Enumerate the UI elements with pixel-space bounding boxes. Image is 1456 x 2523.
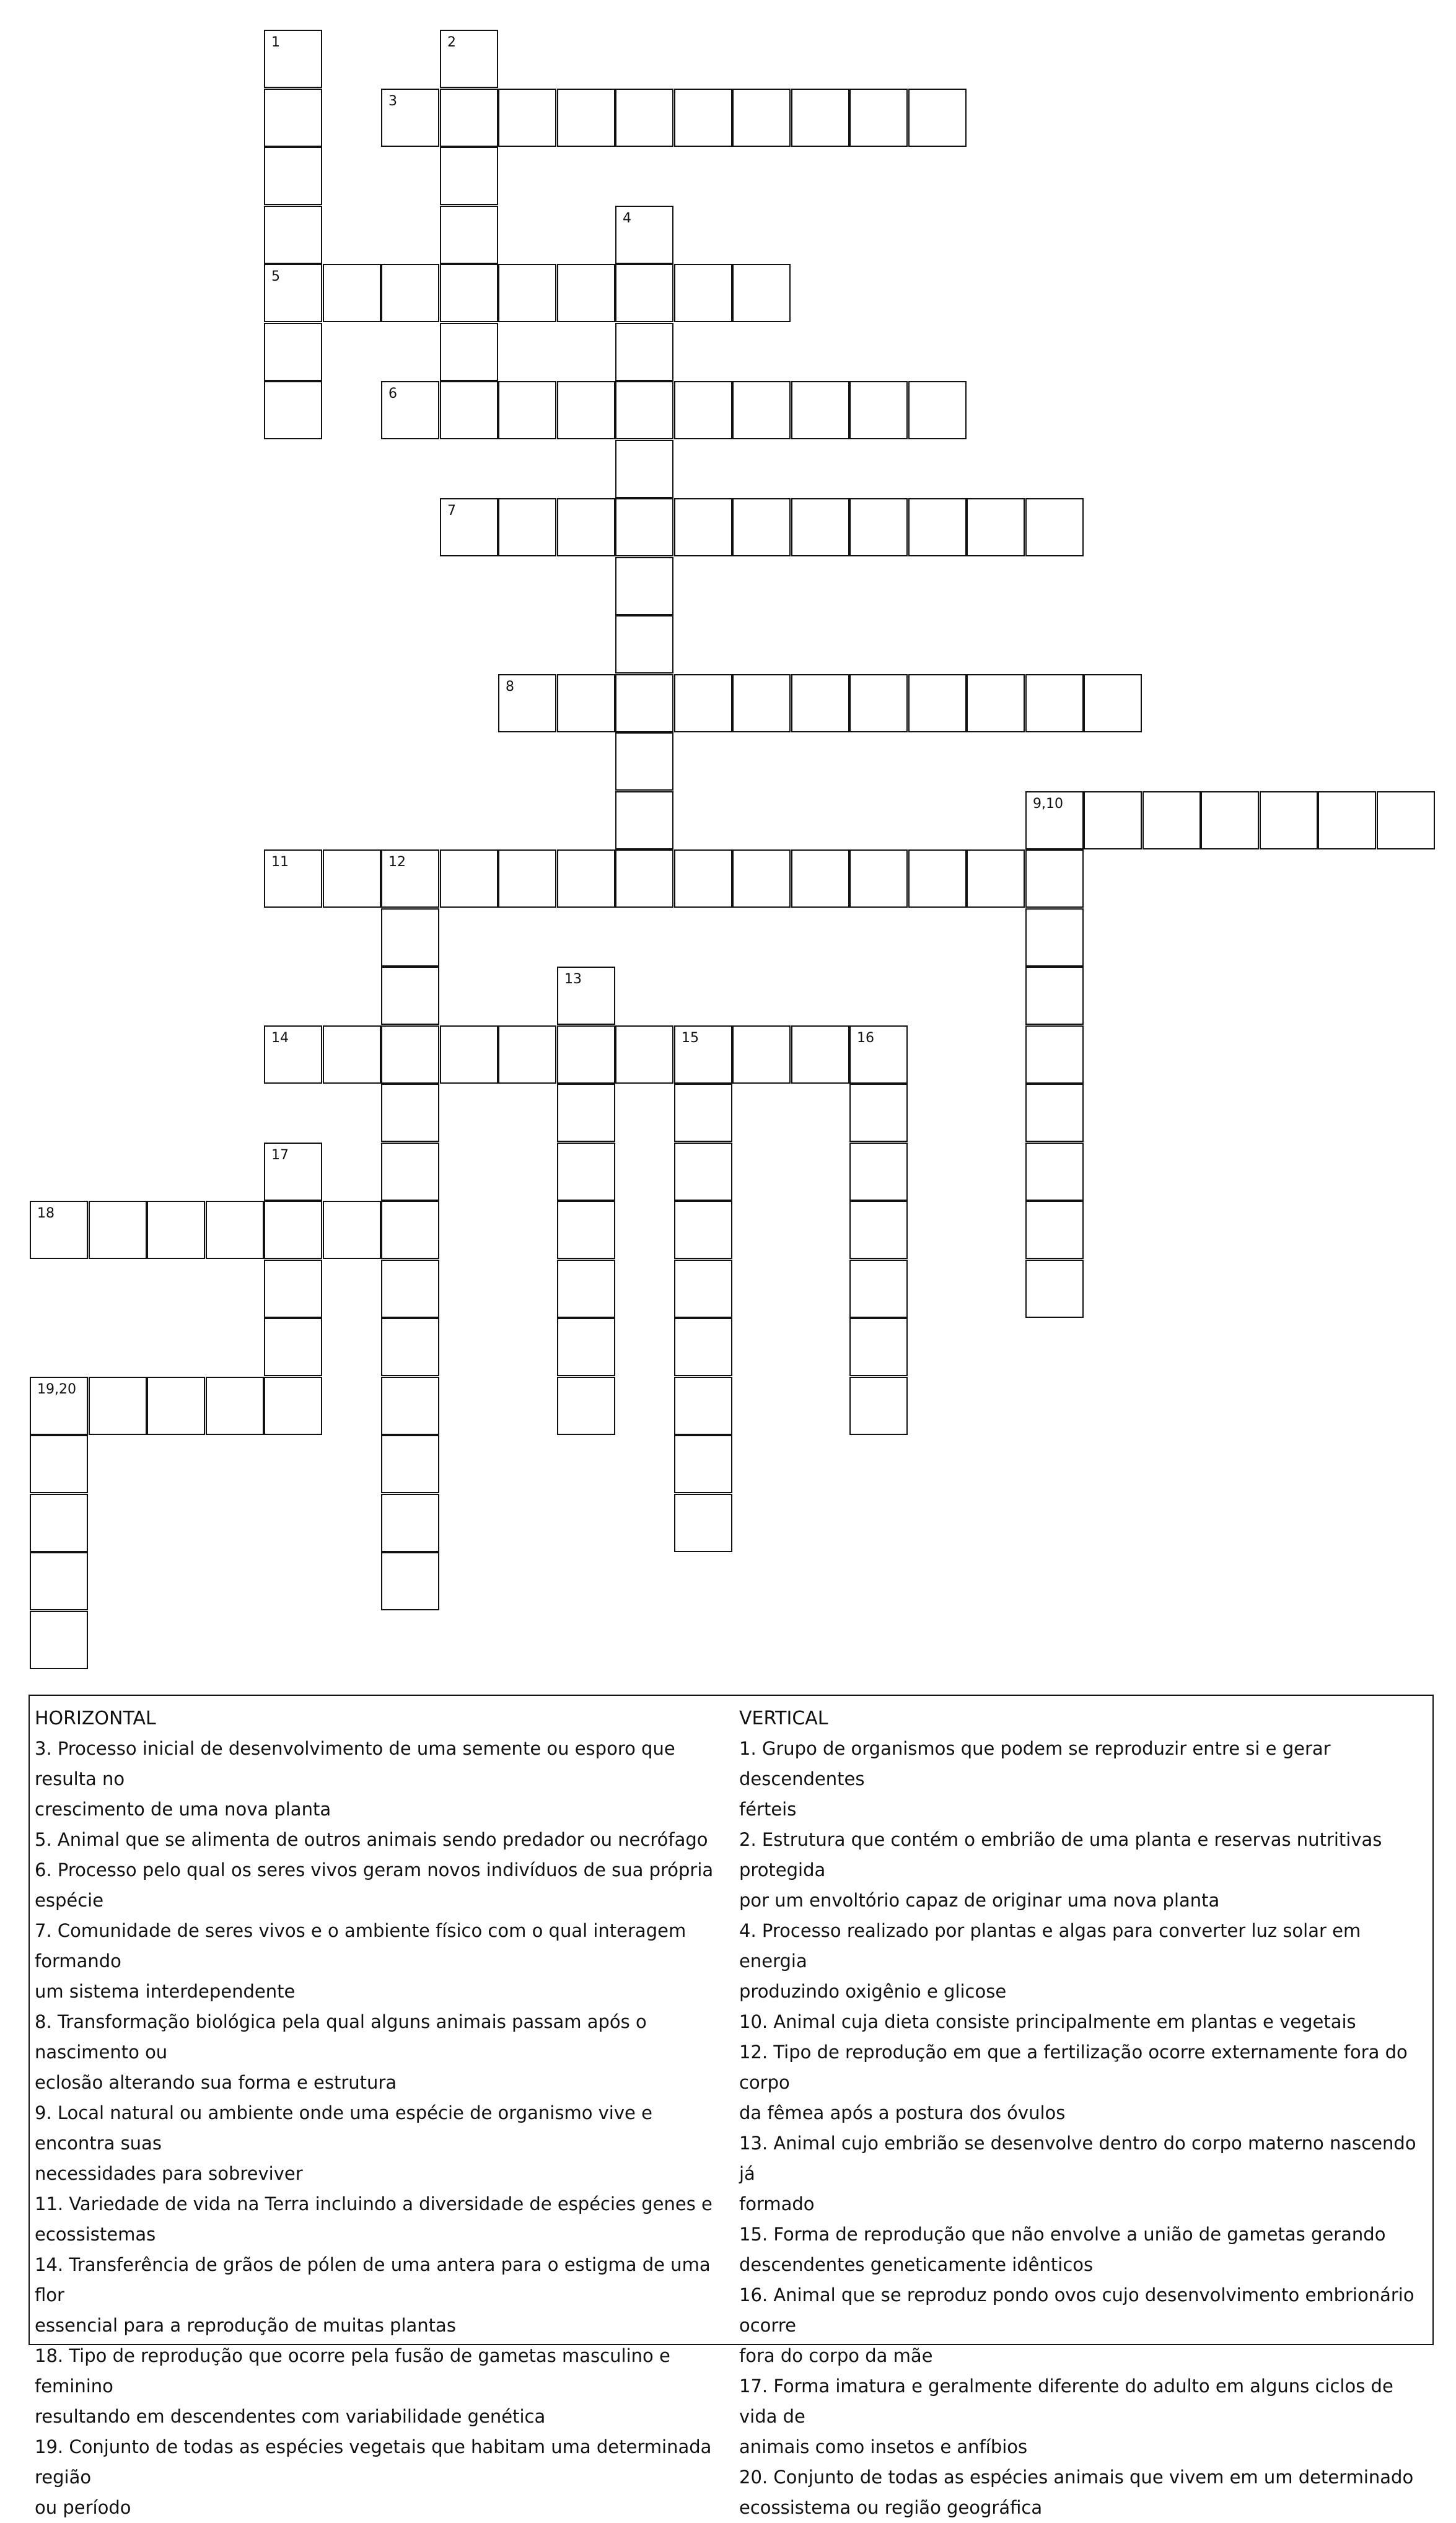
clue-line: descendentes geneticamente idênticos — [739, 2254, 1094, 2275]
crossword-cell[interactable] — [147, 1201, 205, 1259]
clue-line: 20. Conjunto de todas as espécies animais que vivem em um determinado — [739, 2467, 1414, 2488]
crossword-cell[interactable] — [791, 89, 849, 147]
clue-number: 12 — [388, 854, 406, 870]
crossword-cell[interactable] — [557, 1260, 615, 1318]
crossword-cell[interactable] — [732, 849, 791, 908]
clue-number: 11 — [271, 854, 289, 870]
crossword-cell[interactable] — [557, 1377, 615, 1435]
crossword-cell[interactable] — [557, 89, 615, 147]
crossword-cell[interactable] — [440, 30, 498, 88]
clue-number: 2 — [447, 35, 456, 50]
crossword-cell[interactable] — [381, 1318, 439, 1376]
clue-number: 18 — [37, 1206, 55, 1221]
crossword-cell[interactable] — [1025, 674, 1084, 732]
clue-line: fora do corpo da mãe — [739, 2345, 933, 2366]
clue-line: formado — [739, 2193, 815, 2214]
crossword-cell[interactable] — [908, 849, 967, 908]
crossword-cell[interactable] — [30, 1377, 88, 1435]
crossword-cell[interactable] — [557, 849, 615, 908]
crossword-cell[interactable] — [323, 264, 381, 322]
crossword-cell[interactable] — [849, 1201, 908, 1259]
crossword-cell[interactable] — [440, 1025, 498, 1084]
crossword-cell[interactable] — [30, 1611, 88, 1669]
clue-number: 6 — [388, 386, 397, 401]
clue-number: 16 — [857, 1030, 874, 1046]
clue-line: 12. Tipo de reprodução em que a fertilização ocorre externamente fora do corpo — [739, 2042, 1408, 2093]
crossword-cell[interactable] — [557, 1201, 615, 1259]
crossword-cell[interactable] — [1025, 967, 1084, 1025]
crossword-cell[interactable] — [615, 440, 673, 498]
clue-line: 11. Variedade de vida na Terra incluindo a diversidade de espécies genes e — [35, 2193, 713, 2214]
crossword-cell[interactable] — [1025, 498, 1084, 556]
crossword-cell[interactable] — [557, 1025, 615, 1084]
crossword-cell[interactable] — [264, 1260, 322, 1318]
crossword-cell[interactable] — [615, 1025, 673, 1084]
clue-line: crescimento de uma nova planta — [35, 1799, 331, 1820]
crossword-cell[interactable] — [615, 849, 673, 908]
crossword-cell[interactable] — [674, 1260, 732, 1318]
crossword-cell[interactable] — [264, 323, 322, 381]
crossword-cell[interactable] — [908, 381, 967, 439]
crossword-cell[interactable] — [791, 381, 849, 439]
crossword-cell[interactable] — [264, 1025, 322, 1084]
clue-line: 1. Grupo de organismos que podem se reproduzir entre si e gerar descendentes — [739, 1738, 1331, 1789]
crossword-cell[interactable] — [557, 381, 615, 439]
crossword-cell[interactable] — [440, 89, 498, 147]
crossword-cell[interactable] — [849, 1260, 908, 1318]
crossword-cell[interactable] — [849, 1025, 908, 1084]
crossword-cell[interactable] — [732, 89, 791, 147]
crossword-cell[interactable] — [615, 557, 673, 615]
crossword-cell[interactable] — [1201, 791, 1259, 849]
clues-box — [29, 1695, 1434, 2518]
clue-line: por um envoltório capaz de originar uma nova planta — [739, 1890, 1220, 1911]
crossword-cell[interactable] — [264, 381, 322, 439]
crossword-cell[interactable] — [615, 89, 673, 147]
horizontal-title: HORIZONTAL — [35, 1708, 156, 1729]
crossword-cell[interactable] — [615, 498, 673, 556]
crossword-cell[interactable] — [1025, 1201, 1084, 1259]
crossword-cell[interactable] — [674, 849, 732, 908]
crossword-cell[interactable] — [264, 206, 322, 264]
vertical-title: VERTICAL — [739, 1708, 828, 1729]
crossword-cell[interactable] — [674, 1377, 732, 1435]
crossword-cell[interactable] — [1025, 908, 1084, 967]
clue-line: necessidades para sobreviver — [35, 2163, 303, 2184]
crossword-cell[interactable] — [674, 1494, 732, 1552]
clue-line: essencial para a reprodução de muitas plantas — [35, 2315, 456, 2336]
crossword-cell[interactable] — [264, 1318, 322, 1376]
clue-line: 13. Animal cujo embrião se desenvolve dentro do corpo materno nascendo já — [739, 2133, 1416, 2184]
crossword-cell[interactable] — [557, 1318, 615, 1376]
crossword-cell[interactable] — [498, 381, 556, 439]
crossword-cell[interactable] — [674, 1084, 732, 1142]
clue-number: 13 — [564, 972, 582, 987]
vertical-clues — [739, 1696, 1430, 2523]
crossword-cell[interactable] — [440, 264, 498, 322]
crossword-cell[interactable] — [30, 1552, 88, 1610]
crossword-cell[interactable] — [791, 1025, 849, 1084]
clue-line: resultando em descendentes com variabilidade genética — [35, 2406, 546, 2427]
crossword-cell[interactable] — [849, 849, 908, 908]
crossword-cell[interactable] — [381, 849, 439, 908]
crossword-cell[interactable] — [147, 1377, 205, 1435]
clue-line: 3. Processo inicial de desenvolvimento de uma semente ou esporo que resulta no — [35, 1738, 675, 1789]
crossword-cell[interactable] — [264, 1143, 322, 1201]
crossword-cell[interactable] — [440, 147, 498, 205]
crossword-cell[interactable] — [381, 1143, 439, 1201]
crossword-cell[interactable] — [381, 1025, 439, 1084]
crossword-cell[interactable] — [1025, 1260, 1084, 1318]
crossword-cell[interactable] — [674, 1143, 732, 1201]
crossword-cell[interactable] — [615, 206, 673, 264]
crossword-cell[interactable] — [849, 674, 908, 732]
crossword-cell[interactable] — [498, 264, 556, 322]
clue-number: 3 — [388, 94, 397, 109]
crossword-cell[interactable] — [615, 381, 673, 439]
clue-line: 16. Animal que se reproduz pondo ovos cujo desenvolvimento embrionário ocorre — [739, 2284, 1414, 2336]
clue-line: 17. Forma imatura e geralmente diferente do adulto em alguns ciclos de vida de — [739, 2376, 1393, 2427]
crossword-cell[interactable] — [264, 264, 322, 322]
crossword-cell[interactable] — [1025, 1143, 1084, 1201]
crossword-cell[interactable] — [440, 206, 498, 264]
horizontal-clues — [35, 1696, 735, 2523]
crossword-cell[interactable] — [967, 674, 1025, 732]
crossword-cell[interactable] — [1084, 674, 1142, 732]
crossword-cell[interactable] — [791, 498, 849, 556]
crossword-cell[interactable] — [791, 674, 849, 732]
clue-number: 14 — [271, 1030, 289, 1046]
crossword-cell[interactable] — [557, 498, 615, 556]
crossword-cell[interactable] — [1318, 791, 1376, 849]
clue-line: 15. Forma de reprodução que não envolve a união de gametas gerando — [739, 2224, 1386, 2245]
clue-line: ou período — [35, 2497, 131, 2518]
crossword-cell[interactable] — [557, 674, 615, 732]
crossword-cell[interactable] — [206, 1377, 264, 1435]
crossword-cell[interactable] — [381, 1552, 439, 1610]
crossword-cell[interactable] — [615, 674, 673, 732]
crossword-cell[interactable] — [440, 849, 498, 908]
clue-line: 5. Animal que se alimenta de outros animais sendo predador ou necrófago — [35, 1829, 708, 1850]
crossword-cell[interactable] — [381, 1084, 439, 1142]
clue-line: 9. Local natural ou ambiente onde uma espécie de organismo vive e encontra suas — [35, 2102, 652, 2154]
crossword-cell[interactable] — [264, 849, 322, 908]
clue-line: ecossistemas — [35, 2224, 156, 2245]
clue-line: da fêmea após a postura dos óvulos — [739, 2102, 1066, 2123]
crossword-cell[interactable] — [264, 1201, 322, 1259]
crossword-cell[interactable] — [440, 381, 498, 439]
crossword-cell[interactable] — [1025, 1025, 1084, 1084]
clue-number: 9,10 — [1033, 796, 1063, 812]
clue-line: férteis — [739, 1799, 797, 1820]
crossword-cell[interactable] — [264, 1377, 322, 1435]
crossword-cell[interactable] — [440, 498, 498, 556]
crossword-cell[interactable] — [1142, 791, 1201, 849]
crossword-cell[interactable] — [264, 30, 322, 88]
clue-line: 10. Animal cuja dieta consiste principalmente em plantas e vegetais — [739, 2011, 1356, 2032]
crossword-cell[interactable] — [791, 849, 849, 908]
crossword-cell[interactable] — [849, 1377, 908, 1435]
crossword-cell[interactable] — [381, 1201, 439, 1259]
clue-number: 4 — [623, 211, 631, 226]
crossword-cell[interactable] — [615, 791, 673, 849]
crossword-cell[interactable] — [30, 1435, 88, 1493]
clue-line: produzindo oxigênio e glicose — [739, 1981, 1007, 2002]
crossword-cell[interactable] — [381, 381, 439, 439]
crossword-cell[interactable] — [498, 89, 556, 147]
clue-line: ecossistema ou região geográfica — [739, 2497, 1043, 2518]
crossword-cell[interactable] — [849, 89, 908, 147]
crossword-cell[interactable] — [381, 264, 439, 322]
crossword-cell[interactable] — [498, 498, 556, 556]
crossword-cell[interactable] — [30, 1201, 88, 1259]
crossword-cell[interactable] — [732, 1025, 791, 1084]
crossword-cell[interactable] — [674, 264, 732, 322]
crossword-cell[interactable] — [849, 1318, 908, 1376]
clue-line: 19. Conjunto de todas as espécies vegetais que habitam uma determinada região — [35, 2436, 712, 2488]
clue-line: um sistema interdependente — [35, 1981, 296, 2002]
crossword-cell[interactable] — [264, 89, 322, 147]
crossword-cell[interactable] — [1260, 791, 1318, 849]
crossword-cell[interactable] — [674, 1435, 732, 1493]
clue-line: 2. Estrutura que contém o embrião de uma planta e reservas nutritivas protegida — [739, 1829, 1382, 1880]
crossword-cell[interactable] — [557, 1084, 615, 1142]
crossword-cell[interactable] — [967, 849, 1025, 908]
crossword-cell[interactable] — [674, 1025, 732, 1084]
crossword-cell[interactable] — [732, 674, 791, 732]
crossword-cell[interactable] — [849, 498, 908, 556]
clue-number: 8 — [506, 679, 514, 695]
crossword-cell[interactable] — [674, 498, 732, 556]
crossword-cell[interactable] — [674, 89, 732, 147]
crossword-cell[interactable] — [323, 1025, 381, 1084]
crossword-cell[interactable] — [908, 498, 967, 556]
crossword-cell[interactable] — [674, 674, 732, 732]
crossword-cell[interactable] — [674, 1201, 732, 1259]
crossword-cell[interactable] — [967, 498, 1025, 556]
crossword-cell[interactable] — [615, 323, 673, 381]
crossword-cell[interactable] — [615, 264, 673, 322]
clue-number: 17 — [271, 1147, 289, 1163]
crossword-cell[interactable] — [557, 1143, 615, 1201]
crossword-cell[interactable] — [498, 1025, 556, 1084]
crossword-cell[interactable] — [206, 1201, 264, 1259]
crossword-cell[interactable] — [264, 147, 322, 205]
crossword-cell[interactable] — [908, 674, 967, 732]
crossword-cell[interactable] — [732, 498, 791, 556]
clue-line: 6. Processo pelo qual os seres vivos geram novos indivíduos de sua própria espécie — [35, 1859, 714, 1911]
clue-number: 19,20 — [37, 1382, 76, 1397]
crossword-cell[interactable] — [381, 89, 439, 147]
crossword-cell[interactable] — [1377, 791, 1435, 849]
clue-number: 5 — [271, 269, 280, 284]
crossword-cell[interactable] — [615, 732, 673, 791]
clue-number: 1 — [271, 35, 280, 50]
crossword-cell[interactable] — [323, 1201, 381, 1259]
crossword-cell[interactable] — [381, 1377, 439, 1435]
crossword-cell[interactable] — [1025, 849, 1084, 908]
crossword-cell[interactable] — [615, 615, 673, 674]
clue-line: 4. Processo realizado por plantas e algas para converter luz solar em energia — [739, 1920, 1361, 1972]
crossword-cell[interactable] — [674, 1318, 732, 1376]
crossword-cell[interactable] — [323, 849, 381, 908]
clue-number: 15 — [682, 1030, 699, 1046]
crossword-cell[interactable] — [381, 1494, 439, 1552]
crossword-cell[interactable] — [732, 381, 791, 439]
crossword-cell[interactable] — [908, 89, 967, 147]
clue-line: 7. Comunidade de seres vivos e o ambiente físico com o qual interagem formando — [35, 1920, 686, 1972]
clue-line: animais como insetos e anfíbios — [739, 2436, 1028, 2457]
crossword-cell[interactable] — [498, 674, 556, 732]
clue-line: 8. Transformação biológica pela qual alguns animais passam após o nascimento ou — [35, 2011, 647, 2063]
crossword-cell[interactable] — [849, 381, 908, 439]
crossword-cell[interactable] — [381, 1435, 439, 1493]
crossword-cell[interactable] — [381, 908, 439, 967]
crossword-cell[interactable] — [89, 1377, 147, 1435]
crossword-cell[interactable] — [1025, 1084, 1084, 1142]
crossword-cell[interactable] — [557, 967, 615, 1025]
crossword-cell[interactable] — [89, 1201, 147, 1259]
crossword-cell[interactable] — [849, 1084, 908, 1142]
clue-line: 18. Tipo de reprodução que ocorre pela fusão de gametas masculino e feminino — [35, 2345, 670, 2397]
clue-line: eclosão alterando sua forma e estrutura — [35, 2072, 397, 2093]
crossword-cell[interactable] — [849, 1143, 908, 1201]
crossword-cell[interactable] — [498, 849, 556, 908]
crossword-cell[interactable] — [557, 264, 615, 322]
crossword-cell[interactable] — [440, 323, 498, 381]
clue-number: 7 — [447, 503, 456, 519]
crossword-cell[interactable] — [1025, 791, 1084, 849]
crossword-cell[interactable] — [1084, 791, 1142, 849]
clue-line: 14. Transferência de grãos de pólen de uma antera para o estigma de uma flor — [35, 2254, 711, 2306]
crossword-cell[interactable] — [674, 381, 732, 439]
crossword-cell[interactable] — [732, 264, 791, 322]
crossword-cell[interactable] — [30, 1494, 88, 1552]
crossword-cell[interactable] — [381, 967, 439, 1025]
crossword-cell[interactable] — [381, 1260, 439, 1318]
